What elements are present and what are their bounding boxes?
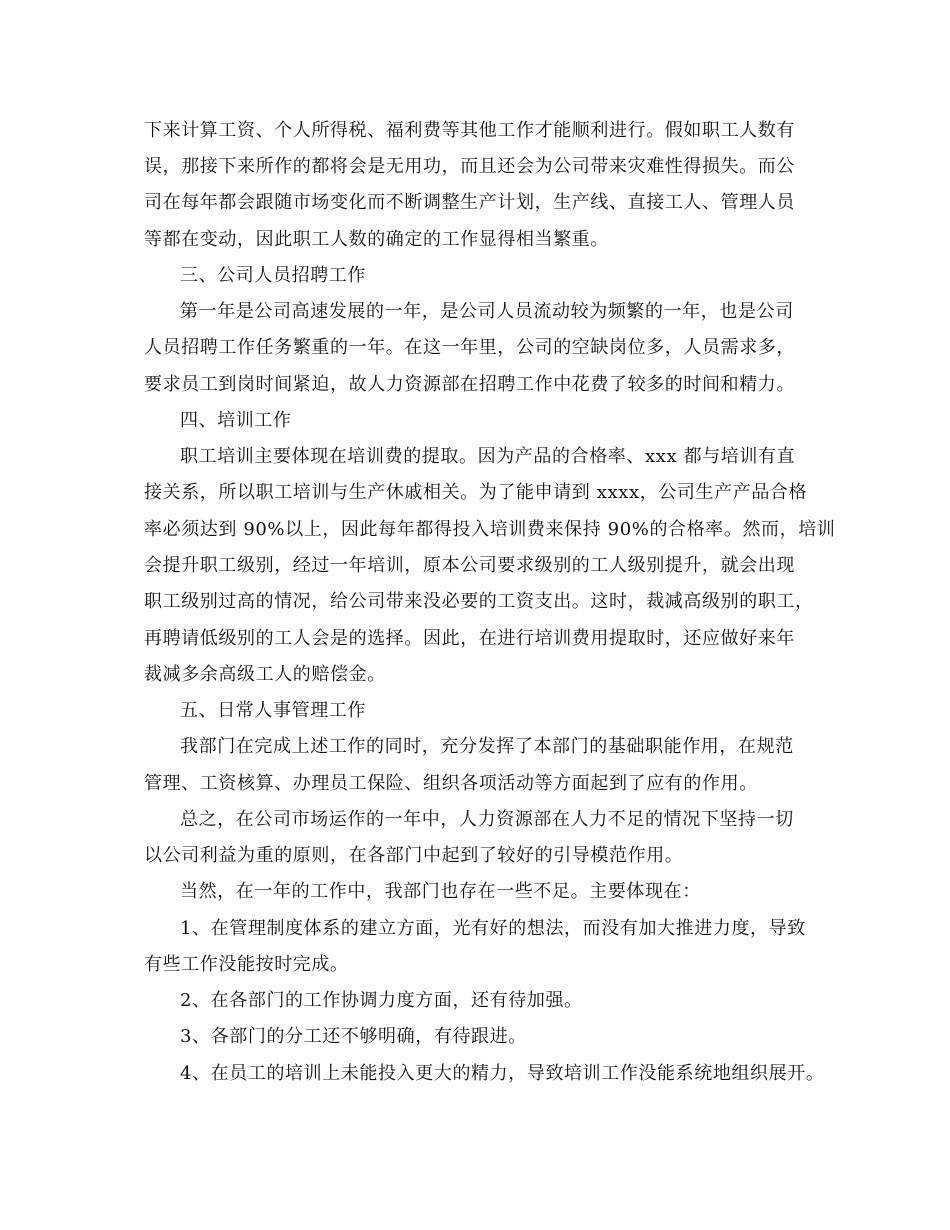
text-line: 职工培训主要体现在培训费的提取。因为产品的合格率、xxx 都与培训有直 (180, 446, 796, 467)
text-line: 司在每年都会跟随市场变化而不断调整生产计划，生产线、直接工人、管理人员 (144, 192, 795, 213)
list-item: 1、在管理制度体系的建立方面，光有好的想法，而没有加大推进力度，导致 (180, 918, 806, 939)
text-line: 会提升职工级别，经过一年培训，原本公司要求级别的工人级别提升，就会出现 (144, 555, 795, 576)
text-line: 有些工作没能按时完成。 (144, 954, 349, 975)
text-line: 等都在变动，因此职工人数的确定的工作显得相当繁重。 (144, 229, 609, 250)
text-line: 要求员工到岗时间紧迫，故人力资源部在招聘工作中花费了较多的时间和精力。 (144, 374, 795, 395)
list-item: 3、各部门的分工还不够明确，有待跟进。 (180, 1026, 527, 1047)
section-heading: 三、公司人员招聘工作 (180, 265, 366, 286)
text-line: 以公司利益为重的原则，在各部门中起到了较好的引导模范作用。 (144, 845, 684, 866)
text-line: 率必须达到 90%以上，因此每年都得投入培训费来保持 90%的合格率。然而，培训 (144, 519, 836, 540)
text-line: 管理、工资核算、办理员工保险、组织各项活动等方面起到了应有的作用。 (144, 773, 758, 794)
list-item: 2、在各部门的工作协调力度方面，还有待加强。 (180, 990, 583, 1011)
text-line: 第一年是公司高速发展的一年，是公司人员流动较为频繁的一年，也是公司 (180, 301, 794, 322)
text-line: 裁减多余高级工人的赔偿金。 (144, 664, 386, 685)
section-heading: 五、日常人事管理工作 (180, 700, 366, 721)
text-line: 下来计算工资、个人所得税、福利费等其他工作才能顺利进行。假如职工人数有 (144, 120, 795, 141)
section-heading: 四、培训工作 (180, 410, 292, 431)
text-line: 当然，在一年的工作中，我部门也存在一些不足。主要体现在： (180, 881, 701, 902)
text-line: 人员招聘工作任务繁重的一年。在这一年里，公司的空缺岗位多，人员需求多， (144, 337, 795, 358)
text-line: 职工级别过高的情况，给公司带来没必要的工资支出。这时，裁减高级别的职工， (144, 591, 814, 612)
text-line: 误，那接下来所作的都将会是无用功，而且还会为公司带来灾难性得损失。而公 (144, 156, 795, 177)
text-line: 接关系，所以职工培训与生产休戚相关。为了能申请到 xxxx，公司生产产品合格 (144, 482, 808, 503)
list-item: 4、在员工的培训上未能投入更大的精力，导致培训工作没能系统地组织展开。 (180, 1063, 825, 1084)
text-line: 我部门在完成上述工作的同时，充分发挥了本部门的基础职能作用，在规范 (180, 736, 794, 757)
text-line: 总之，在公司市场运作的一年中，人力资源部在人力不足的情况下坚持一切 (180, 809, 794, 830)
text-line: 再聘请低级别的工人会是的选择。因此，在进行培训费用提取时，还应做好来年 (144, 628, 795, 649)
